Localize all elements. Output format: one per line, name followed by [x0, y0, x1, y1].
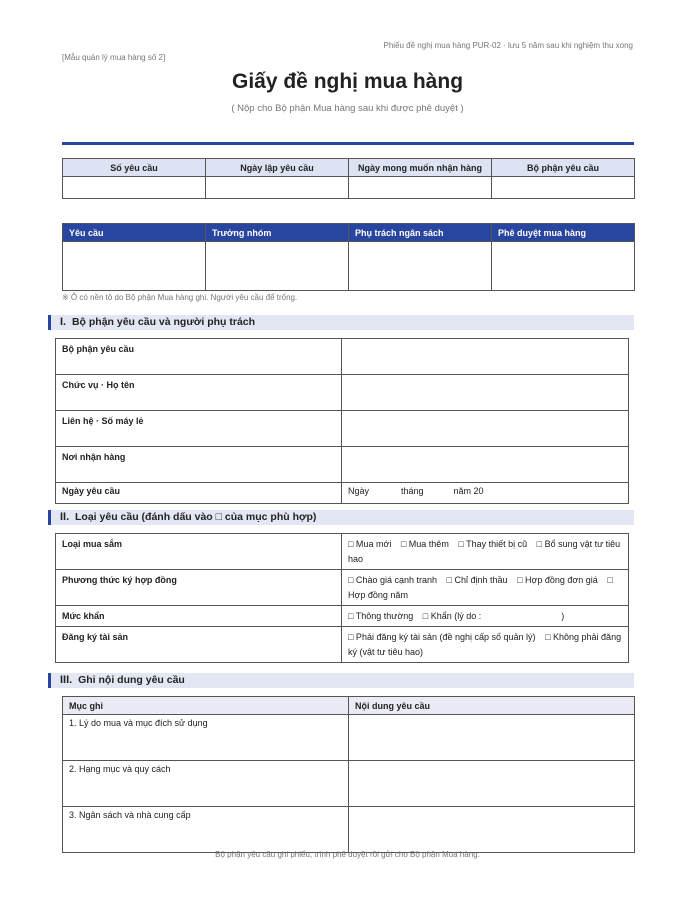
info-header-created-date: Ngày lập yêu cầu — [206, 159, 349, 177]
info-table — [62, 158, 635, 199]
s3-label-budget-supplier: 3. Ngân sách và nhà cung cấp — [63, 807, 349, 853]
approval-cell-team-lead[interactable] — [206, 242, 349, 291]
option-additional-purchase[interactable]: □ Mua thêm — [400, 539, 449, 549]
section-2-number: II. — [60, 511, 70, 523]
s2-options-urgency — [342, 606, 629, 627]
title-rule — [62, 142, 634, 145]
approval-cell-purchase[interactable] — [492, 242, 635, 291]
section-3-bar — [48, 673, 51, 688]
s1-value-department[interactable] — [342, 339, 629, 375]
page-title: Giấy đề nghị mua hàng — [231, 70, 464, 93]
s1-value-name[interactable] — [342, 375, 629, 411]
s2-options-purchase-type — [342, 534, 629, 570]
info-header-department: Bộ phận yêu cầu — [492, 159, 635, 177]
s2-label-purchase-type: Loại mua sắm — [56, 534, 342, 570]
page-subtitle: ( Nộp cho Bộ phận Mua hàng sau khi được phê duyệt ) — [231, 103, 464, 114]
section-3-title: Ghi nội dung yêu cầu — [78, 674, 185, 686]
s3-label-reason: 1. Lý do mua và mục đích sử dụng — [63, 715, 349, 761]
s1-label-name: Chức vụ · Họ tên — [56, 375, 342, 411]
approval-header-team-lead: Trưởng nhóm — [206, 224, 349, 242]
option-normal[interactable]: □ Thông thường — [348, 611, 414, 621]
section-2-bar — [48, 510, 51, 525]
section-1-bar — [48, 315, 51, 330]
retention-note: Phiếu đề nghị mua hàng PUR-02 · lưu 5 năm sau khi nghiệm thu xong — [383, 41, 633, 50]
form-number: [Mẫu quản lý mua hàng số 2] — [62, 53, 166, 62]
option-no-register[interactable]: □ Không phải đăng ký (vật tư tiêu hao) — [348, 632, 622, 657]
s2-label-asset-registration: Đăng ký tài sản — [56, 627, 342, 663]
option-urgent[interactable]: □ Khẩn (lý do : — [422, 611, 482, 621]
section-1-heading — [48, 315, 634, 330]
option-direct-appointment[interactable]: □ Chỉ định thầu — [446, 575, 508, 585]
info-cell-desired-date[interactable] — [349, 177, 492, 199]
s2-options-asset-registration — [342, 627, 629, 663]
option-replace-equipment[interactable]: □ Thay thiết bị cũ — [458, 539, 528, 549]
section-3-table — [62, 696, 635, 853]
footer-note: Bộ phận yêu cầu ghi phiếu, trình phê duyệt rồi gửi cho Bộ phận Mua hàng. — [215, 850, 480, 859]
s3-value-reason[interactable] — [349, 715, 635, 761]
approval-table — [62, 223, 635, 291]
s1-label-department: Bộ phận yêu cầu — [56, 339, 342, 375]
approval-note: ※ Ô có nền tô do Bộ phận Mua hàng ghi. Người yêu cầu để trống. — [62, 293, 298, 302]
info-cell-request-no[interactable] — [63, 177, 206, 199]
approval-cell-budget[interactable] — [349, 242, 492, 291]
section-1-table — [55, 338, 629, 504]
s3-header-item: Mục ghi — [63, 697, 349, 715]
s1-value-contact[interactable] — [342, 411, 629, 447]
option-competitive-quote[interactable]: □ Chào giá cạnh tranh — [348, 575, 437, 585]
section-2-title: Loại yêu cầu (đánh dấu vào □ của mục phù hợp) — [75, 511, 317, 523]
section-3-heading — [48, 673, 634, 688]
info-cell-created-date[interactable] — [206, 177, 349, 199]
s3-label-specification: 2. Hạng mục và quy cách — [63, 761, 349, 807]
info-cell-department[interactable] — [492, 177, 635, 199]
urgent-reason-close: ) — [561, 611, 565, 621]
option-unit-price-contract[interactable]: □ Hợp đồng đơn giá — [517, 575, 598, 585]
s3-value-budget-supplier[interactable] — [349, 807, 635, 853]
option-annual-contract[interactable]: □ Hợp đồng năm — [348, 575, 613, 600]
option-register-asset[interactable]: □ Phải đăng ký tài sản (đề nghị cấp số quản lý) — [348, 632, 536, 642]
s1-value-request-date[interactable] — [342, 483, 629, 504]
s3-value-specification[interactable] — [349, 761, 635, 807]
approval-header-budget: Phụ trách ngân sách — [349, 224, 492, 242]
s2-label-urgency: Mức khẩn — [56, 606, 342, 627]
date-day-label: Ngày — [348, 486, 370, 496]
section-2-table — [55, 533, 629, 663]
approval-cell-requester[interactable] — [63, 242, 206, 291]
s2-options-contract-method — [342, 570, 629, 606]
s2-label-contract-method: Phương thức ký hợp đồng — [56, 570, 342, 606]
s3-header-content: Nội dung yêu cầu — [349, 697, 635, 715]
s1-label-contact: Liên hệ · Số máy lẻ — [56, 411, 342, 447]
option-new-purchase[interactable]: □ Mua mới — [348, 539, 392, 549]
date-year-label: năm 20 — [453, 486, 484, 496]
section-1-title: Bộ phận yêu cầu và người phụ trách — [71, 316, 256, 328]
s1-label-request-date: Ngày yêu cầu — [56, 483, 342, 504]
option-consumables[interactable]: □ Bổ sung vật tư tiêu hao — [348, 539, 621, 564]
section-1-number: I. — [60, 316, 67, 328]
approval-header-purchase: Phê duyệt mua hàng — [492, 224, 635, 242]
info-header-request-no: Số yêu cầu — [63, 159, 206, 177]
date-month-label: tháng — [401, 486, 424, 496]
s1-label-delivery: Nơi nhận hàng — [56, 447, 342, 483]
s1-value-delivery[interactable] — [342, 447, 629, 483]
approval-header-requester: Yêu cầu — [63, 224, 206, 242]
section-3-number: III. — [60, 674, 73, 686]
info-header-desired-date: Ngày mong muốn nhận hàng — [349, 159, 492, 177]
section-2-heading — [48, 510, 634, 525]
